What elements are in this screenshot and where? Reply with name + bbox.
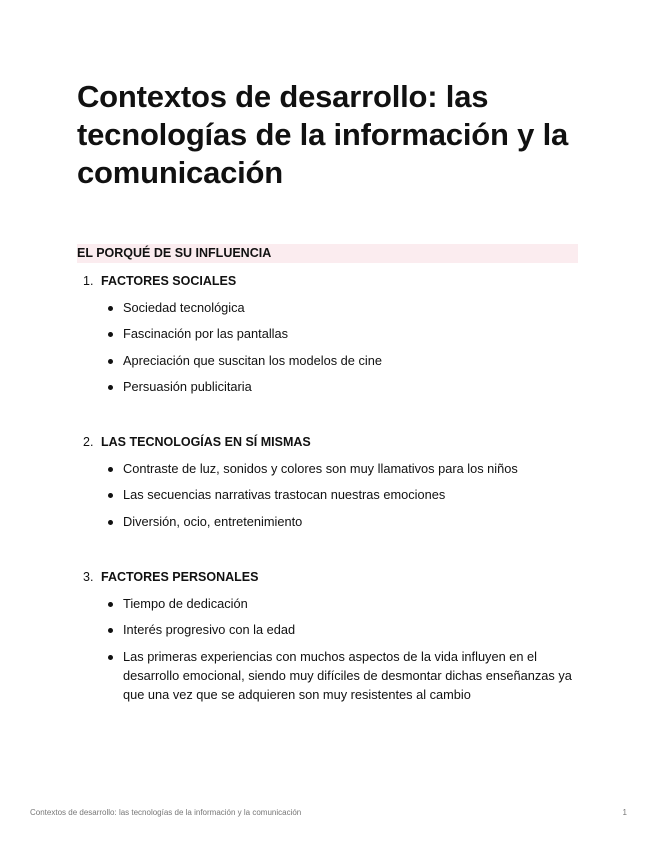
list-item-text: Tiempo de dedicación bbox=[123, 596, 248, 611]
list-item bbox=[77, 512, 578, 531]
section-heading: EL PORQUÉ DE SU INFLUENCIA bbox=[77, 244, 578, 263]
list-item bbox=[77, 324, 578, 343]
group-heading bbox=[77, 271, 577, 291]
group-heading bbox=[77, 432, 577, 452]
bullet-icon bbox=[108, 602, 113, 607]
group-label: FACTORES PERSONALES bbox=[101, 570, 259, 584]
list-item bbox=[77, 620, 578, 639]
bullet-icon bbox=[108, 359, 113, 364]
group-label: LAS TECNOLOGÍAS EN SÍ MISMAS bbox=[101, 435, 311, 449]
numbered-group-1 bbox=[77, 271, 577, 396]
page-number: 1 bbox=[622, 808, 627, 817]
list-item-text: Las secuencias narrativas trastocan nuestras emociones bbox=[123, 487, 446, 503]
numbered-group-2 bbox=[77, 432, 577, 531]
list-item bbox=[77, 459, 578, 478]
bullet-icon bbox=[108, 655, 113, 660]
list-item bbox=[77, 351, 578, 370]
list-item-text: Contraste de luz, sonidos y colores son muy llamativos para los niños bbox=[123, 461, 518, 476]
list-item-text: Interés progresivo con la edad bbox=[123, 622, 296, 638]
list-item bbox=[77, 647, 578, 705]
numbered-group-3 bbox=[77, 567, 577, 704]
list-item bbox=[77, 298, 578, 317]
bullet-list bbox=[77, 298, 577, 396]
bullet-icon bbox=[108, 493, 113, 498]
page-title: Contextos de desarrollo: las tecnologías de la información y la comunicación bbox=[77, 79, 569, 190]
list-item bbox=[77, 594, 578, 613]
group-number: 2. bbox=[83, 435, 94, 449]
list-item-text: Sociedad tecnológica bbox=[123, 300, 245, 315]
bullet-icon bbox=[108, 332, 113, 337]
bullet-list bbox=[77, 459, 577, 531]
bullet-icon bbox=[108, 628, 113, 633]
bullet-icon bbox=[108, 520, 113, 525]
group-label: FACTORES SOCIALES bbox=[101, 274, 237, 288]
footer-title: Contextos de desarrollo: las tecnologías de la información y la comunicación bbox=[30, 808, 302, 817]
bullet-list bbox=[77, 594, 577, 704]
group-number: 1. bbox=[83, 274, 94, 288]
list-item-text: Fascinación por las pantallas bbox=[123, 326, 289, 342]
list-item-text: Diversión, ocio, entretenimiento bbox=[123, 513, 303, 529]
list-item bbox=[77, 377, 578, 396]
list-item bbox=[77, 485, 578, 504]
list-item-text: Persuasión publicitaria bbox=[123, 378, 252, 394]
group-heading bbox=[77, 567, 577, 587]
list-item-text: Las primeras experiencias con muchos aspectos de la vida influyen en el desarrollo emocional, siendo muy difíciles de desmontar dichas enseñanzas ya que una vez que se adquieren son muy resistentes al cambio bbox=[123, 648, 572, 703]
list-item-text: Apreciación que suscitan los modelos de cine bbox=[123, 352, 382, 368]
bullet-icon bbox=[108, 385, 113, 390]
bullet-icon bbox=[108, 306, 113, 311]
bullet-icon bbox=[108, 467, 113, 472]
group-number: 3. bbox=[83, 570, 94, 584]
